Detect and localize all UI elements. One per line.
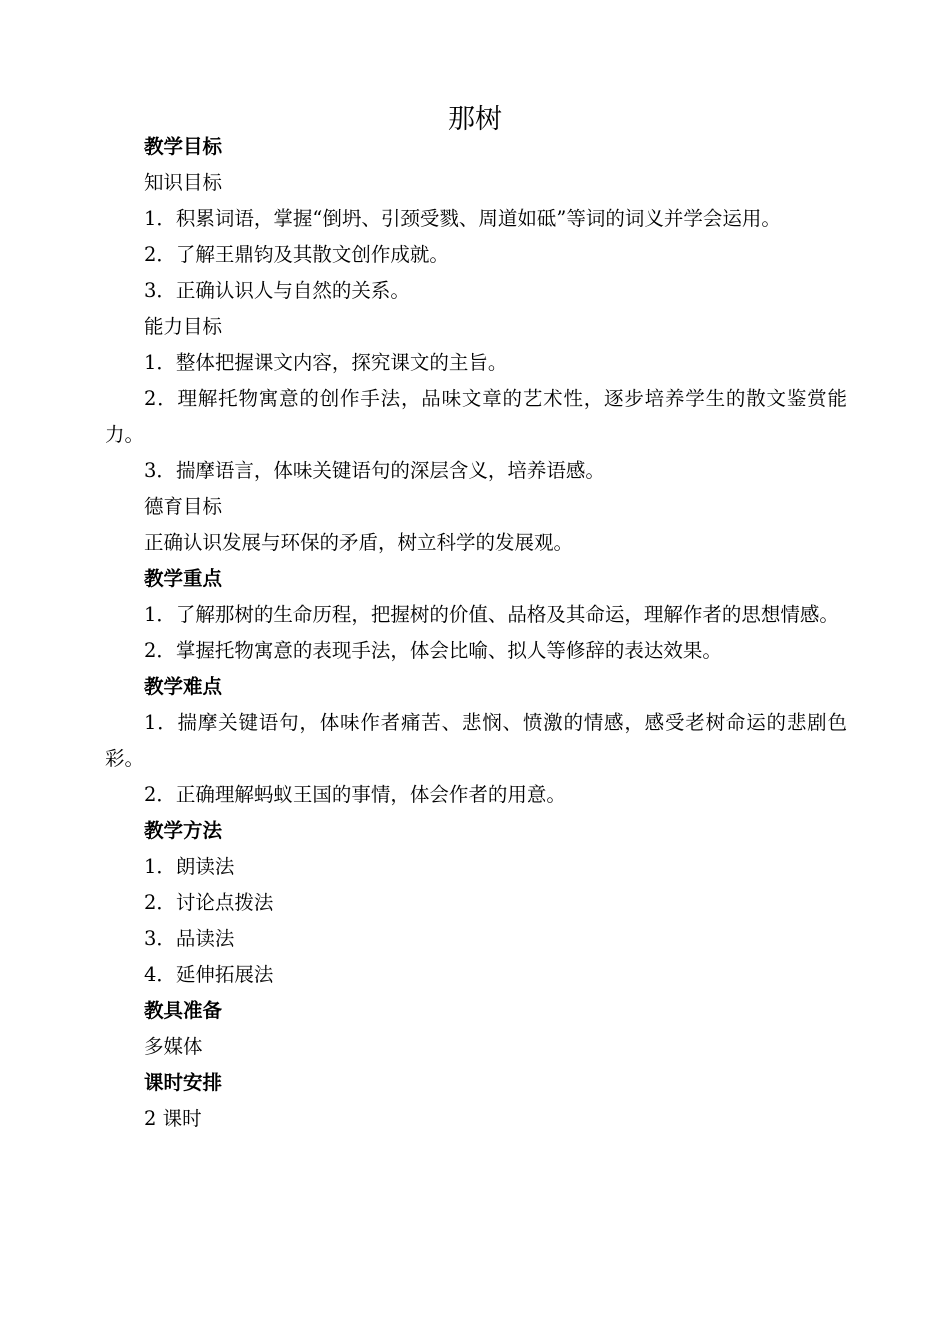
tools-text: 多媒体 [144, 1035, 203, 1058]
key-point-item: 2．掌握托物寓意的表现手法，体会比喻、拟人等修辞的表达效果。 [144, 639, 722, 662]
section-heading-teaching-goals: 教学目标 [144, 135, 223, 158]
section-heading-methods: 教学方法 [144, 819, 223, 842]
ability-goal-item: 3．揣摩语言，体味关键语句的深层含义，培养语感。 [144, 459, 605, 482]
ability-goal-item: 2．理解托物寓意的创作手法，品味文章的艺术性，逐步培养学生的散文鉴赏能力。 [105, 387, 847, 446]
document-body [105, 129, 847, 1137]
subheading-knowledge-goals: 知识目标 [144, 171, 223, 194]
difficult-point-item: 2．正确理解蚂蚁王国的事情，体会作者的用意。 [144, 783, 566, 806]
subheading-ability-goals: 能力目标 [144, 315, 223, 338]
section-heading-tools: 教具准备 [144, 999, 223, 1022]
section-heading-difficult-points: 教学难点 [144, 675, 223, 698]
subheading-moral-goals: 德育目标 [144, 495, 223, 518]
ability-goal-item: 1．整体把握课文内容，探究课文的主旨。 [144, 351, 508, 374]
method-item: 4．延伸拓展法 [144, 963, 274, 986]
key-point-item: 1．了解那树的生命历程，把握树的价值、品格及其命运，理解作者的思想情感。 [144, 603, 839, 626]
knowledge-goal-item: 2．了解王鼎钧及其散文创作成就。 [144, 243, 449, 266]
section-heading-schedule: 课时安排 [144, 1071, 223, 1094]
document-title: 那树 [448, 104, 502, 135]
knowledge-goal-item: 3．正确认识人与自然的关系。 [144, 279, 410, 302]
knowledge-goal-item: 1．积累词语，掌握“倒坍、引颈受戮、周道如砥”等词的词义并学会运用。 [144, 207, 781, 230]
method-item: 3．品读法 [144, 927, 235, 950]
moral-goal-text: 正确认识发展与环保的矛盾，树立科学的发展观。 [144, 531, 574, 554]
schedule-text: 2 课时 [144, 1107, 202, 1130]
method-item: 2．讨论点拨法 [144, 891, 274, 914]
section-heading-key-points: 教学重点 [144, 567, 223, 590]
difficult-point-item: 1．揣摩关键语句，体味作者痛苦、悲悯、愤激的情感，感受老树命运的悲剧色彩。 [105, 711, 847, 770]
method-item: 1．朗读法 [144, 855, 235, 878]
